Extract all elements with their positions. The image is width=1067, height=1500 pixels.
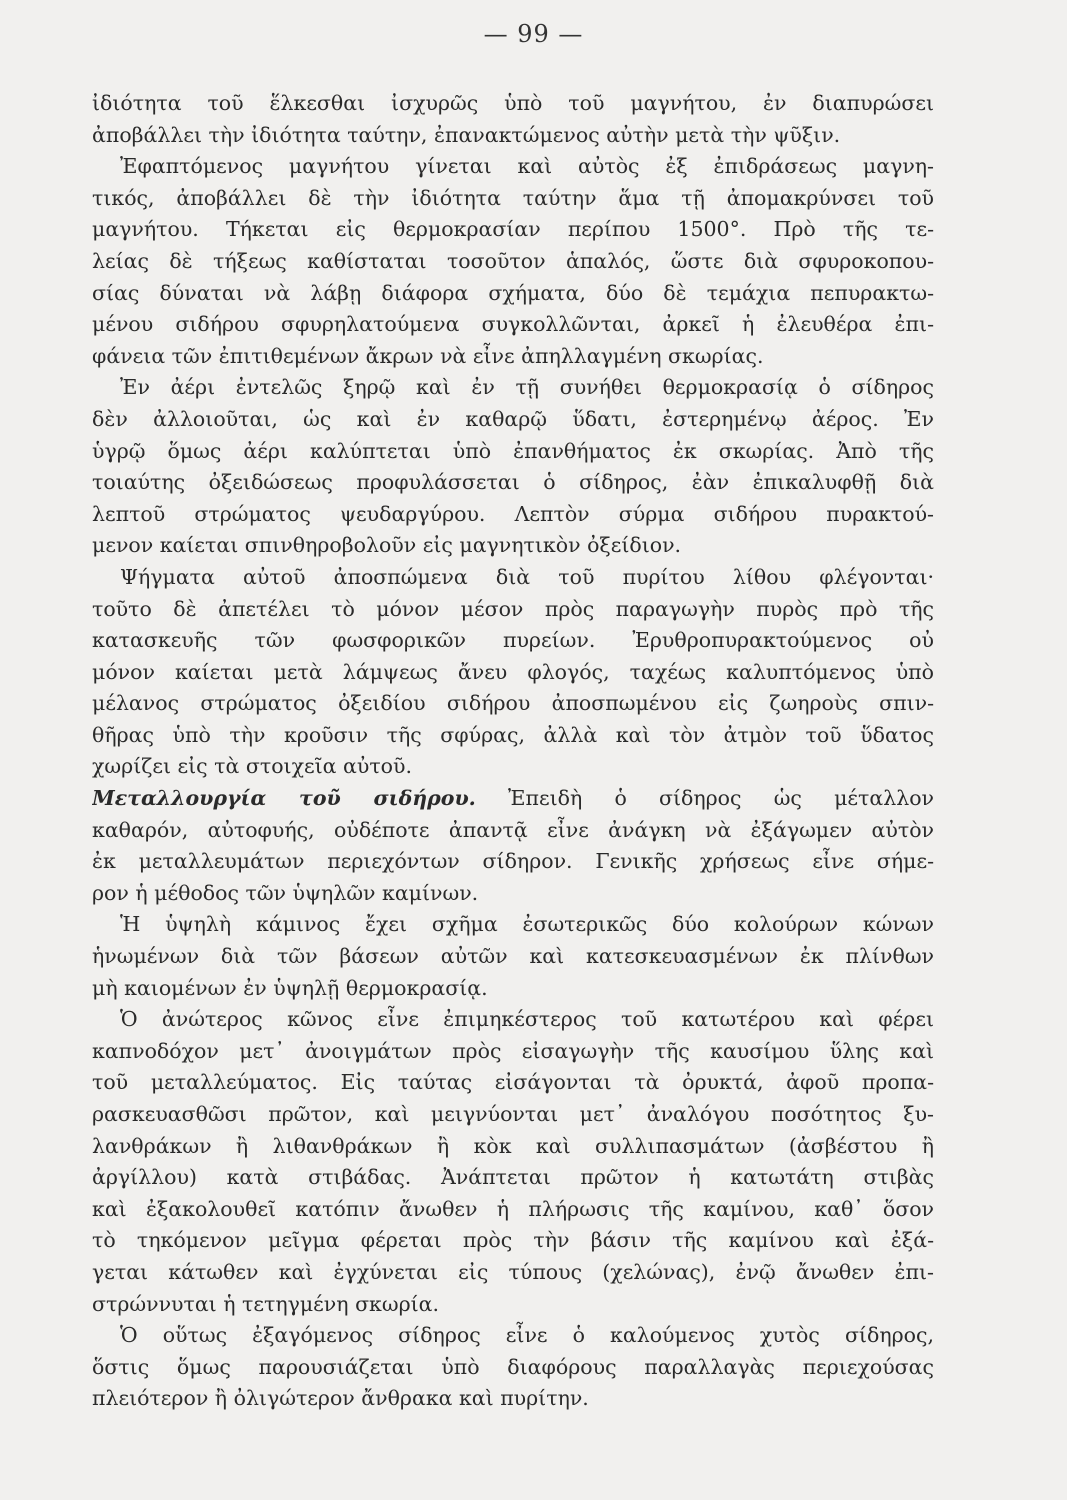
- text-line: [92, 562, 934, 594]
- text-line: [92, 973, 934, 1005]
- text-line: [92, 751, 934, 783]
- text-line: [92, 151, 934, 183]
- text-line: [92, 688, 934, 720]
- text-line: [92, 1320, 934, 1352]
- line-text: τὸ τηκόμενον μεῖγμα φέρεται πρὸς τὴν βάσιν τῆς καμίνου καὶ ἐξά-: [92, 1228, 934, 1253]
- text-line: [92, 499, 934, 531]
- line-text: Ὁ οὕτως ἐξαγόμενος σίδηρος εἶνε ὁ καλούμενος χυτὸς σίδηρος,: [120, 1323, 934, 1348]
- text-line: [92, 1162, 934, 1194]
- text-line: [92, 625, 934, 657]
- section-heading: Μεταλλουργία τοῦ σιδήρου.: [92, 786, 476, 811]
- line-text: μόνον καίεται μετὰ λάμψεως ἄνευ φλογός, ταχέως καλυπτόμενος ὑπὸ: [92, 659, 934, 684]
- line-text: λανθράκων ἢ λιθανθράκων ἢ κὸκ καὶ συλλιπασμάτων (ἀσβέστου ἢ: [92, 1133, 934, 1158]
- line-text: ἰδιότητα τοῦ ἕλκεσθαι ἰσχυρῶς ὑπὸ τοῦ μαγνήτου, ἐν διαπυρώσει: [92, 91, 934, 115]
- text-line: [92, 1131, 934, 1163]
- line-text: λείας δὲ τήξεως καθίσταται τοσοῦτον ἁπαλός, ὥστε διὰ σφυροκοπου-: [92, 248, 934, 273]
- line-text: φάνεια τῶν ἐπιτιθεμένων ἄκρων νὰ εἶνε ἀπηλλαγμένη σκωρίας.: [92, 343, 764, 368]
- body-text: [92, 88, 934, 1428]
- line-text: καθαρόν, αὐτοφυής, οὐδέποτε ἀπαντᾷ εἶνε ἀνάγκη νὰ ἐξάγωμεν αὐτὸν: [92, 817, 934, 842]
- text-line: [92, 1099, 934, 1131]
- text-line: [92, 341, 934, 373]
- line-text: ὑγρῷ ὅμως ἀέρι καλύπτεται ὑπὸ ἐπανθήματος ἐκ σκωρίας. Ἀπὸ τῆς: [92, 438, 934, 463]
- text-line: [92, 88, 934, 120]
- line-text: Ἐφαπτόμενος μαγνήτου γίνεται καὶ αὐτὸς ἐξ ἐπιδράσεως μαγνη-: [120, 154, 934, 179]
- line-text: ἡνωμένων διὰ τῶν βάσεων αὐτῶν καὶ κατεσκευασμένων ἐκ πλίνθων: [92, 944, 934, 969]
- text-line: [92, 846, 934, 878]
- text-line: [92, 815, 934, 847]
- text-line: [92, 657, 934, 689]
- line-text: ἀποβάλλει τὴν ἰδιότητα ταύτην, ἐπανακτώμενος αὐτὴν μετὰ τὴν ψῦξιν.: [92, 122, 841, 147]
- line-text: γεται κάτωθεν καὶ ἐγχύνεται εἰς τύπους (χελώνας), ἐνῷ ἄνωθεν ἐπι-: [92, 1259, 934, 1284]
- line-text: χωρίζει εἰς τὰ στοιχεῖα αὐτοῦ.: [92, 754, 412, 779]
- text-line: [92, 246, 934, 278]
- text-line: [92, 530, 934, 562]
- text-line: [92, 1067, 934, 1099]
- line-text: ρασκευασθῶσι πρῶτον, καὶ μειγνύονται μετ᾽ ἀναλόγου ποσότητος ξυ-: [92, 1102, 934, 1126]
- text-line: [92, 278, 934, 310]
- line-text: τικός, ἀποβάλλει δὲ τὴν ἰδιότητα ταύτην ἅμα τῇ ἀπομακρύνσει τοῦ: [92, 185, 934, 210]
- line-text: καπνοδόχον μετ᾽ ἀνοιγμάτων πρὸς εἰσαγωγὴν τῆς καυσίμου ὕλης καὶ: [92, 1038, 934, 1063]
- line-text: τοῦ μεταλλεύματος. Εἰς ταύτας εἰσάγονται τὰ ὀρυκτά, ἀφοῦ προπα-: [92, 1070, 934, 1095]
- page-number: — 99 —: [483, 20, 584, 48]
- line-text: μενον καίεται σπινθηροβολοῦν εἰς μαγνητικὸν ὀξείδιον.: [92, 533, 682, 558]
- line-text: ἀργίλλου) κατὰ στιβάδας. Ἀνάπτεται πρῶτον ἡ κατωτάτη στιβὰς: [92, 1165, 934, 1190]
- text-line: [92, 909, 934, 941]
- text-line: [92, 1036, 934, 1068]
- line-text: τοιαύτης ὀξειδώσεως προφυλάσσεται ὁ σίδηρος, ἐὰν ἐπικαλυφθῇ διὰ: [92, 470, 934, 495]
- line-text: τοῦτο δὲ ἀπετέλει τὸ μόνον μέσον πρὸς παραγωγὴν πυρὸς πρὸ τῆς: [92, 596, 934, 621]
- text-line: [92, 214, 934, 246]
- text-line: [92, 1383, 934, 1415]
- line-text: ὅστις ὅμως παρουσιάζεται ὑπὸ διαφόρους παραλλαγὰς περιεχούσας: [92, 1354, 934, 1379]
- text-line: [92, 467, 934, 499]
- text-line: [92, 309, 934, 341]
- text-line: [92, 1257, 934, 1289]
- text-line: [92, 594, 934, 626]
- line-text: θῆρας ὑπὸ τὴν κροῦσιν τῆς σφύρας, ἀλλὰ καὶ τὸν ἀτμὸν τοῦ ὕδατος: [92, 722, 934, 747]
- line-text: λεπτοῦ στρώματος ψευδαργύρου. Λεπτὸν σύρμα σιδήρου πυρακτού-: [92, 501, 934, 526]
- line-text: Ἐπειδὴ ὁ σίδηρος ὡς μέταλλον: [475, 786, 934, 811]
- text-line: [92, 878, 934, 910]
- line-text: Ὁ ἀνώτερος κῶνος εἶνε ἐπιμηκέστερος τοῦ κατωτέρου καὶ φέρει: [120, 1007, 934, 1032]
- line-text: καὶ ἐξακολουθεῖ κατόπιν ἄνωθεν ἡ πλήρωσις τῆς καμίνου, καθ᾽ ὅσον: [92, 1196, 934, 1221]
- line-text: μένου σιδήρου σφυρηλατούμενα συγκολλῶνται, ἀρκεῖ ἡ ἐλευθέρα ἐπι-: [92, 312, 934, 337]
- line-text: κατασκευῆς τῶν φωσφορικῶν πυρείων. Ἐρυθροπυρακτούμενος οὐ: [92, 628, 934, 653]
- line-text: σίας δύναται νὰ λάβῃ διάφορα σχήματα, δύο δὲ τεμάχια πεπυρακτω-: [92, 280, 934, 305]
- line-text: Ἐν ἀέρι ἐντελῶς ξηρῷ καὶ ἐν τῇ συνήθει θερμοκρασίᾳ ὁ σίδηρος: [120, 375, 934, 400]
- text-line: [92, 720, 934, 752]
- text-line: [92, 372, 934, 404]
- text-line: [92, 1289, 934, 1321]
- line-text: μαγνήτου. Τήκεται εἰς θερμοκρασίαν περίπου 1500°. Πρὸ τῆς τε-: [92, 217, 934, 242]
- line-text: Ψήγματα αὐτοῦ ἀποσπώμενα διὰ τοῦ πυρίτου λίθου φλέγονται·: [120, 564, 934, 589]
- text-line: [92, 404, 934, 436]
- text-line: [92, 183, 934, 215]
- text-line: [92, 783, 934, 815]
- line-text: ἐκ μεταλλευμάτων περιεχόντων σίδηρον. Γενικῆς χρήσεως εἶνε σήμε-: [92, 849, 934, 874]
- line-text: δὲν ἀλλοιοῦται, ὡς καὶ ἐν καθαρῷ ὕδατι, ἐστερημένῳ ἀέρος. Ἐν: [92, 406, 934, 431]
- text-line: [92, 1352, 934, 1384]
- line-text: Ἡ ὑψηλὴ κάμινος ἔχει σχῆμα ἐσωτερικῶς δύο κολούρων κώνων: [120, 912, 934, 937]
- line-text: μέλανος στρώματος ὀξειδίου σιδήρου ἀποσπωμένου εἰς ζωηροὺς σπιν-: [92, 691, 934, 716]
- line-text: πλειότερον ἢ ὀλιγώτερον ἄνθρακα καὶ πυρίτην.: [92, 1386, 589, 1411]
- text-line: [92, 436, 934, 468]
- text-line: [92, 1004, 934, 1036]
- text-line: [92, 1194, 934, 1226]
- line-text: στρώννυται ἡ τετηγμένη σκωρία.: [92, 1291, 440, 1316]
- text-line: [92, 120, 934, 152]
- line-text: μὴ καιομένων ἐν ὑψηλῇ θερμοκρασίᾳ.: [92, 975, 488, 1000]
- text-line: [92, 941, 934, 973]
- line-text: ρον ἡ μέθοδος τῶν ὑψηλῶν καμίνων.: [92, 880, 479, 905]
- text-line: [92, 1225, 934, 1257]
